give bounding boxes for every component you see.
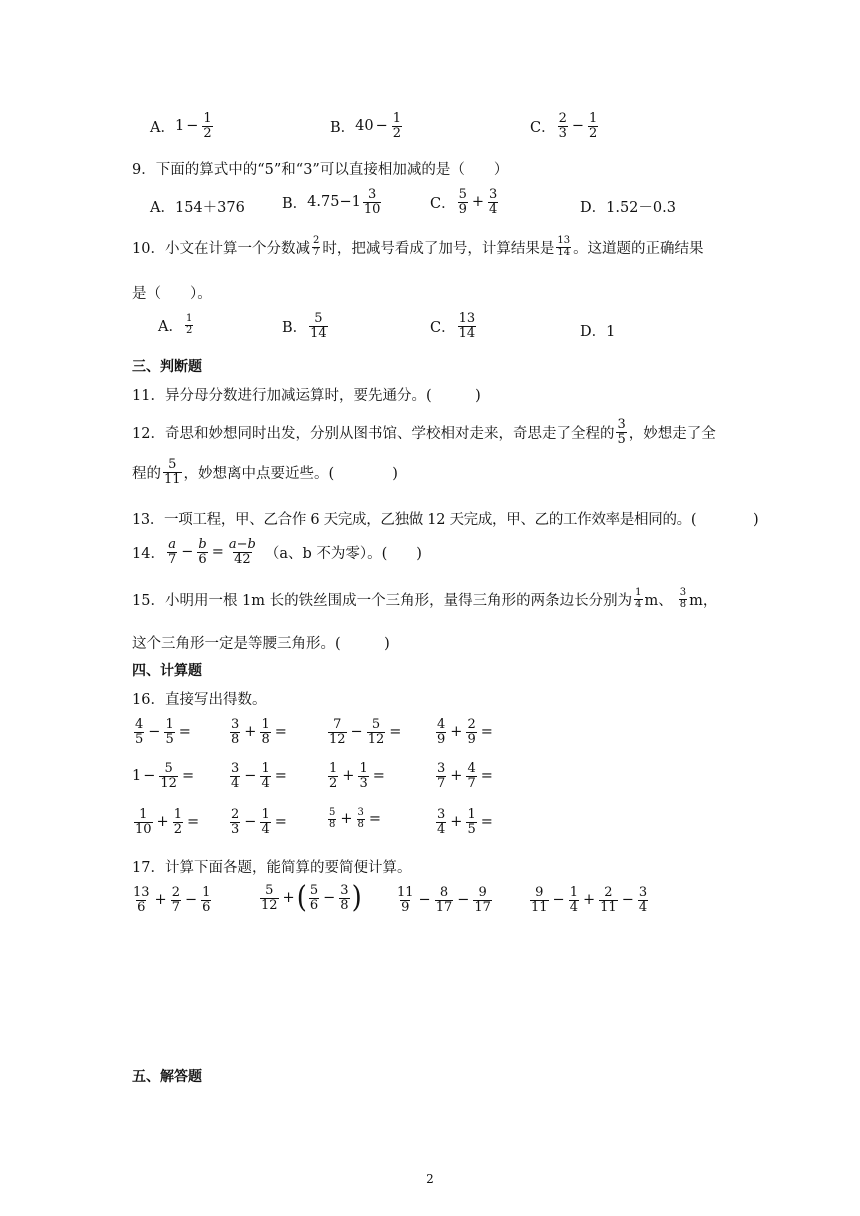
fraction: $\frac{3}{4}$ (489, 187, 498, 217)
q16-exercise (434, 808, 495, 836)
option-label: C． (530, 119, 556, 136)
q16-exercise (326, 718, 403, 746)
fraction: $\frac{1}{5}$ (467, 807, 476, 837)
operator: + (154, 892, 167, 909)
fraction: $\frac{1}{2}$ (173, 807, 182, 837)
q16-exercise (132, 762, 196, 790)
operator: + (342, 768, 355, 785)
q16-exercise (228, 808, 289, 836)
fraction: $\frac{a-b}{42}$ (228, 537, 256, 567)
q9-stem (132, 158, 508, 179)
question-text: 是（ ）。 (132, 286, 212, 302)
equals-sign: = (211, 544, 224, 561)
q12-line2 (132, 458, 398, 486)
question-text: 。这道题的正确结果 (573, 240, 704, 257)
option-text: D．1 (580, 324, 616, 340)
q10-option-b (282, 312, 330, 340)
q16-exercise (326, 762, 387, 790)
fraction: $\frac{5}{6}$ (309, 883, 319, 913)
fraction: $\frac{9}{17}$ (474, 885, 491, 915)
equals-sign: = (480, 724, 493, 741)
fraction: $\frac{3}{7}$ (437, 761, 446, 791)
operator: + (450, 814, 463, 831)
q10-stem (132, 236, 704, 258)
equals-sign: = (368, 811, 382, 827)
question-text: 11．异分母分数进行加减运算时，要先通分。( ) (132, 388, 481, 404)
operator: + (244, 724, 257, 741)
fraction: $\frac{1}{2}$ (589, 111, 598, 141)
section-title: 三、判断题 (132, 359, 202, 375)
operator: + (282, 890, 295, 907)
operator: − (186, 118, 199, 135)
expression: 4.75−1 (307, 194, 361, 211)
question-text: 15．小明用一根 1m 长的铁丝围成一个三角形，量得三角形的两条边长分别为 (132, 592, 633, 609)
operator: − (181, 544, 194, 561)
q9-option-b (282, 188, 383, 216)
fraction: $\frac{1}{8}$ (261, 717, 270, 747)
q14 (132, 538, 422, 566)
fraction: $\frac{3}{4}$ (638, 885, 648, 915)
fraction: $\frac{5}{14}$ (310, 311, 327, 341)
fraction: $\frac{5}{12}$ (160, 761, 177, 791)
equals-sign: = (274, 724, 287, 741)
fraction: $\frac{5}{9}$ (458, 187, 467, 217)
option-label: C． (430, 319, 456, 336)
section-title: 四、计算题 (132, 663, 202, 679)
fraction: $\frac{1}{2}$ (329, 761, 338, 791)
q11 (132, 384, 481, 405)
question-text: ，妙想走了全 (628, 425, 716, 442)
operator: + (156, 814, 169, 831)
right-parenthesis: ) (351, 880, 362, 916)
operator: − (571, 118, 585, 135)
option-label: C． (430, 195, 456, 212)
question-label: 14． (132, 545, 165, 562)
equals-sign: = (372, 768, 385, 785)
fraction: $\frac{b}{6}$ (198, 537, 207, 567)
fraction: $\frac{3}{8}$ (679, 587, 687, 610)
question-text: 这个三角形一定是等腰三角形。( ) (132, 636, 390, 652)
q10-stem-cont (132, 282, 212, 303)
whole-number: 1 (132, 768, 142, 785)
operator: − (375, 118, 388, 135)
equals-sign: = (178, 724, 191, 741)
operator: − (552, 892, 565, 909)
q10-option-a (158, 314, 195, 336)
q16-exercise (228, 718, 289, 746)
question-text: 时，把减号看成了加号，计算结果是 (322, 240, 555, 257)
unit-text: m、 (644, 592, 673, 609)
fraction: $\frac{4}{9}$ (437, 717, 446, 747)
q9-option-a (150, 196, 245, 217)
option-label: B． (282, 319, 308, 336)
fraction: $\frac{7}{12}$ (329, 717, 346, 747)
question-text: 16．直接写出得数。 (132, 692, 267, 708)
q16-exercise (228, 762, 289, 790)
fraction: $\frac{3}{8}$ (231, 717, 240, 747)
q9-option-d (580, 196, 676, 217)
fraction: $\frac{2}{3}$ (231, 807, 240, 837)
operator: − (457, 892, 470, 909)
fraction: $\frac{a}{7}$ (167, 537, 177, 567)
q17-stem (132, 856, 411, 877)
question-text: 10．小文在计算一个分数减 (132, 240, 310, 257)
fraction: $\frac{8}{17}$ (435, 885, 453, 915)
question-text: （a、b 不为零）。( ) (264, 545, 422, 562)
page-number: 2 (426, 1172, 434, 1186)
fraction: $\frac{1}{4}$ (569, 885, 578, 915)
fraction: $\frac{3}{8}$ (357, 807, 364, 830)
question-text: 程的 (132, 465, 161, 482)
q9-option-c (430, 188, 500, 216)
operator: − (184, 892, 198, 909)
fraction: $\frac{1}{2}$ (185, 313, 193, 336)
fraction: $\frac{3}{10}$ (363, 187, 381, 217)
option-label: B． (330, 119, 356, 136)
q12-line1 (132, 418, 716, 446)
fraction: $\frac{1}{6}$ (202, 885, 211, 915)
option-label: B． (282, 195, 308, 212)
option-text: A．154＋376 (150, 200, 245, 216)
fraction: $\frac{9}{11}$ (531, 885, 548, 915)
q16-exercise (434, 718, 495, 746)
equals-sign: = (274, 814, 287, 831)
fraction: $\frac{2}{3}$ (558, 111, 567, 141)
whole-number: 40 (355, 118, 374, 135)
fraction: $\frac{2}{7}$ (171, 885, 180, 915)
q17-expression-1 (130, 886, 213, 914)
fraction: $\frac{5}{12}$ (261, 883, 278, 913)
operator: − (143, 768, 156, 785)
fraction: $\frac{4}{5}$ (135, 717, 144, 747)
operator: − (244, 814, 257, 831)
fraction: $\frac{4}{7}$ (467, 761, 476, 791)
question-text: 9．下面的算式中的“5”和“3”可以直接相加减的是（ ） (132, 162, 509, 178)
fraction: $\frac{13}{14}$ (458, 311, 476, 341)
fraction: $\frac{1}{2}$ (203, 111, 212, 141)
fraction: $\frac{2}{11}$ (600, 885, 617, 915)
question-text: 12．奇思和妙想同时出发，分别从图书馆、学校相对走来，奇思走了全程的 (132, 425, 615, 442)
fraction: $\frac{5}{11}$ (164, 457, 181, 487)
fraction: $\frac{1}{2}$ (392, 111, 402, 141)
fraction: $\frac{5}{12}$ (367, 717, 385, 747)
option-label: A． (158, 318, 183, 335)
operator: + (340, 811, 353, 827)
fraction: $\frac{3}{4}$ (437, 807, 446, 837)
operator: + (450, 768, 463, 785)
whole-number: 1 (174, 118, 185, 135)
q16-exercise (132, 718, 193, 746)
fraction: $\frac{3}{8}$ (340, 883, 349, 913)
fraction: $\frac{1}{4}$ (261, 761, 270, 791)
operator: − (621, 892, 634, 909)
q10-option-c (430, 312, 478, 340)
fraction: $\frac{1}{10}$ (135, 807, 152, 837)
fraction: $\frac{1}{4}$ (261, 807, 270, 837)
equals-sign: = (480, 814, 493, 831)
q16-stem (132, 688, 266, 709)
q13 (132, 508, 758, 529)
fraction: $\frac{5}{8}$ (329, 807, 336, 830)
q17-expression-4 (528, 886, 650, 914)
q16-exercise (326, 808, 383, 830)
operator: − (350, 724, 363, 741)
fraction: $\frac{1}{4}$ (635, 587, 642, 610)
equals-sign: = (186, 814, 200, 831)
operator: − (244, 768, 257, 785)
operator: − (323, 890, 336, 907)
left-parenthesis: ( (296, 880, 307, 916)
equals-sign: = (181, 768, 195, 785)
q10-option-d (580, 320, 615, 341)
q16-exercise (132, 808, 201, 836)
unit-text: m， (689, 592, 718, 609)
fraction: $\frac{13}{14}$ (557, 235, 571, 258)
question-text: 13．一项工程，甲、乙合作 6 天完成，乙独做 12 天完成，甲、乙的工作效率是相同的。( ) (132, 512, 759, 528)
q16-exercise (434, 762, 495, 790)
fraction: $\frac{13}{6}$ (133, 885, 150, 915)
q17-expression-2 (258, 880, 362, 916)
q8-option-c (530, 112, 600, 140)
equals-sign: = (389, 724, 402, 741)
operator: + (471, 194, 485, 211)
operator: + (450, 724, 463, 741)
q15-line2 (132, 632, 390, 653)
fraction: $\frac{2}{7}$ (312, 235, 320, 258)
fraction: $\frac{3}{5}$ (617, 417, 626, 447)
fraction: $\frac{3}{4}$ (231, 761, 240, 791)
option-text: D．1.52－0.3 (580, 200, 676, 216)
q17-expression-3 (394, 886, 494, 914)
question-text: ，妙想离中点要近些。( ) (183, 465, 398, 482)
question-text: 17．计算下面各题，能简算的要简便计算。 (132, 860, 412, 876)
equals-sign: = (274, 768, 287, 785)
operator: + (582, 892, 596, 909)
operator: − (418, 892, 431, 909)
q8-option-b (330, 112, 404, 140)
operator: − (148, 724, 161, 741)
option-label: A． (150, 119, 175, 136)
equals-sign: = (480, 768, 493, 785)
fraction: $\frac{1}{5}$ (165, 717, 174, 747)
fraction: $\frac{11}{9}$ (397, 885, 414, 915)
fraction: $\frac{2}{9}$ (467, 717, 476, 747)
q15-line1 (132, 588, 717, 610)
section-title: 五、解答题 (132, 1069, 202, 1085)
q8-option-a (150, 112, 215, 140)
fraction: $\frac{1}{3}$ (359, 761, 368, 791)
